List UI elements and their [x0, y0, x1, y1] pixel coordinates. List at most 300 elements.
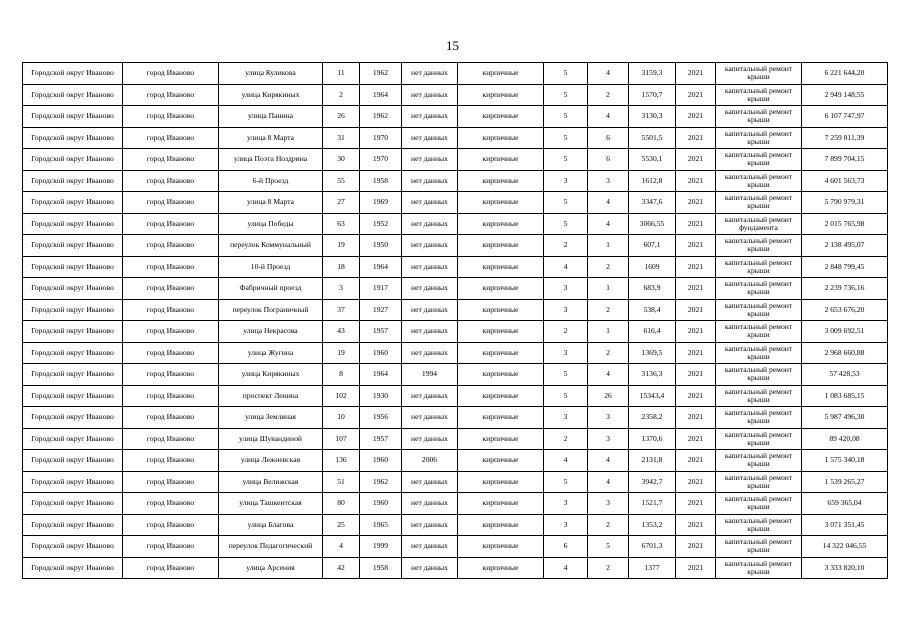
plan-year-cell: 2021 — [676, 536, 716, 558]
cost-cell: 2 848 799,45 — [802, 256, 888, 278]
entrances-cell: 2 — [588, 84, 629, 106]
build-year-cell: 1960 — [360, 493, 402, 515]
area-cell: 1353,2 — [629, 514, 676, 536]
street-cell: улица Велижская — [219, 471, 323, 493]
municipality-cell: Городской округ Иваново — [23, 149, 123, 171]
table-row — [23, 63, 888, 85]
cost-cell: 3 009 692,51 — [802, 321, 888, 343]
table-row — [23, 428, 888, 450]
cost-cell: 3 333 820,10 — [802, 557, 888, 579]
area-cell: 6701,3 — [629, 536, 676, 558]
entrances-cell: 3 — [588, 407, 629, 429]
street-cell: проспект Ленина — [219, 385, 323, 407]
municipality-cell: Городской округ Иваново — [23, 471, 123, 493]
wall-material-cell: кирпичные — [458, 106, 544, 128]
floors-cell: 3 — [544, 342, 588, 364]
work-type-cell: капитальный ремонт крыши — [716, 170, 802, 192]
floors-cell: 3 — [544, 170, 588, 192]
cost-cell: 1 083 685,15 — [802, 385, 888, 407]
settlement-cell: город Иваново — [123, 106, 219, 128]
wall-material-cell: кирпичные — [458, 213, 544, 235]
municipality-cell: Городской округ Иваново — [23, 536, 123, 558]
table-row — [23, 385, 888, 407]
last-repair-year-cell: нет данных — [402, 256, 458, 278]
floors-cell: 5 — [544, 213, 588, 235]
table-row — [23, 106, 888, 128]
house-number-cell: 11 — [323, 63, 360, 85]
table-row — [23, 213, 888, 235]
last-repair-year-cell: нет данных — [402, 493, 458, 515]
build-year-cell: 1957 — [360, 428, 402, 450]
settlement-cell: город Иваново — [123, 63, 219, 85]
municipality-cell: Городской округ Иваново — [23, 385, 123, 407]
house-number-cell: 51 — [323, 471, 360, 493]
municipality-cell: Городской округ Иваново — [23, 407, 123, 429]
area-cell: 1612,8 — [629, 170, 676, 192]
last-repair-year-cell: нет данных — [402, 170, 458, 192]
plan-year-cell: 2021 — [676, 170, 716, 192]
wall-material-cell: кирпичные — [458, 342, 544, 364]
street-cell: улица Жугина — [219, 342, 323, 364]
build-year-cell: 1962 — [360, 471, 402, 493]
table-row — [23, 557, 888, 579]
area-cell: 3942,7 — [629, 471, 676, 493]
table-row — [23, 256, 888, 278]
work-type-cell: капитальный ремонт крыши — [716, 536, 802, 558]
street-cell: улица Арсения — [219, 557, 323, 579]
page-number: 15 — [446, 38, 459, 53]
plan-year-cell: 2021 — [676, 213, 716, 235]
build-year-cell: 1958 — [360, 557, 402, 579]
last-repair-year-cell: нет данных — [402, 84, 458, 106]
build-year-cell: 1962 — [360, 106, 402, 128]
work-type-cell: капитальный ремонт крыши — [716, 106, 802, 128]
house-number-cell: 18 — [323, 256, 360, 278]
floors-cell: 2 — [544, 428, 588, 450]
table-row — [23, 170, 888, 192]
wall-material-cell: кирпичные — [458, 299, 544, 321]
floors-cell: 4 — [544, 256, 588, 278]
cost-cell: 6 107 747,97 — [802, 106, 888, 128]
street-cell: переулок Педагогический — [219, 536, 323, 558]
municipality-cell: Городской округ Иваново — [23, 342, 123, 364]
last-repair-year-cell: нет данных — [402, 63, 458, 85]
settlement-cell: город Иваново — [123, 299, 219, 321]
municipality-cell: Городской округ Иваново — [23, 299, 123, 321]
cost-cell: 659 365,04 — [802, 493, 888, 515]
house-number-cell: 19 — [323, 342, 360, 364]
last-repair-year-cell: 2006 — [402, 450, 458, 472]
area-cell: 1377 — [629, 557, 676, 579]
municipality-cell: Городской округ Иваново — [23, 364, 123, 386]
work-type-cell: капитальный ремонт крыши — [716, 256, 802, 278]
wall-material-cell: кирпичные — [458, 127, 544, 149]
street-cell: улица 8 Марта — [219, 127, 323, 149]
last-repair-year-cell: нет данных — [402, 192, 458, 214]
settlement-cell: город Иваново — [123, 557, 219, 579]
entrances-cell: 1 — [588, 278, 629, 300]
settlement-cell: город Иваново — [123, 149, 219, 171]
house-number-cell: 80 — [323, 493, 360, 515]
wall-material-cell: кирпичные — [458, 536, 544, 558]
table-row — [23, 235, 888, 257]
entrances-cell: 4 — [588, 364, 629, 386]
last-repair-year-cell: нет данных — [402, 278, 458, 300]
municipality-cell: Городской округ Иваново — [23, 213, 123, 235]
work-type-cell: капитальный ремонт крыши — [716, 514, 802, 536]
municipality-cell: Городской округ Иваново — [23, 127, 123, 149]
table-row — [23, 514, 888, 536]
plan-year-cell: 2021 — [676, 407, 716, 429]
settlement-cell: город Иваново — [123, 536, 219, 558]
settlement-cell: город Иваново — [123, 364, 219, 386]
house-number-cell: 10 — [323, 407, 360, 429]
plan-year-cell: 2021 — [676, 493, 716, 515]
floors-cell: 3 — [544, 278, 588, 300]
area-cell: 607,1 — [629, 235, 676, 257]
entrances-cell: 6 — [588, 127, 629, 149]
wall-material-cell: кирпичные — [458, 256, 544, 278]
floors-cell: 2 — [544, 321, 588, 343]
last-repair-year-cell: нет данных — [402, 127, 458, 149]
cost-cell: 1 539 265,27 — [802, 471, 888, 493]
street-cell: улица 8 Марта — [219, 192, 323, 214]
municipality-cell: Городской округ Иваново — [23, 63, 123, 85]
house-number-cell: 31 — [323, 127, 360, 149]
cost-cell: 3 071 351,45 — [802, 514, 888, 536]
entrances-cell: 5 — [588, 536, 629, 558]
floors-cell: 5 — [544, 127, 588, 149]
plan-year-cell: 2021 — [676, 127, 716, 149]
street-cell: улица Кирякиных — [219, 364, 323, 386]
work-type-cell: капитальный ремонт крыши — [716, 278, 802, 300]
build-year-cell: 1952 — [360, 213, 402, 235]
build-year-cell: 1962 — [360, 63, 402, 85]
settlement-cell: город Иваново — [123, 127, 219, 149]
entrances-cell: 2 — [588, 557, 629, 579]
area-cell: 683,9 — [629, 278, 676, 300]
floors-cell: 4 — [544, 450, 588, 472]
entrances-cell: 26 — [588, 385, 629, 407]
municipality-cell: Городской округ Иваново — [23, 106, 123, 128]
entrances-cell: 6 — [588, 149, 629, 171]
house-number-cell: 102 — [323, 385, 360, 407]
table-body — [23, 63, 888, 579]
area-cell: 3347,6 — [629, 192, 676, 214]
last-repair-year-cell: нет данных — [402, 299, 458, 321]
table-row — [23, 127, 888, 149]
wall-material-cell: кирпичные — [458, 321, 544, 343]
table-row — [23, 407, 888, 429]
area-cell: 3066,55 — [629, 213, 676, 235]
area-cell: 1369,5 — [629, 342, 676, 364]
settlement-cell: город Иваново — [123, 321, 219, 343]
cost-cell: 6 221 644,20 — [802, 63, 888, 85]
entrances-cell: 2 — [588, 256, 629, 278]
work-type-cell: капитальный ремонт крыши — [716, 149, 802, 171]
plan-year-cell: 2021 — [676, 364, 716, 386]
municipality-cell: Городской округ Иваново — [23, 170, 123, 192]
table-row — [23, 536, 888, 558]
wall-material-cell: кирпичные — [458, 278, 544, 300]
area-cell: 1609 — [629, 256, 676, 278]
last-repair-year-cell: нет данных — [402, 407, 458, 429]
street-cell: улица Шувандиной — [219, 428, 323, 450]
plan-year-cell: 2021 — [676, 321, 716, 343]
build-year-cell: 1999 — [360, 536, 402, 558]
wall-material-cell: кирпичные — [458, 450, 544, 472]
build-year-cell: 1970 — [360, 127, 402, 149]
table-row — [23, 321, 888, 343]
floors-cell: 5 — [544, 364, 588, 386]
cost-cell: 5 987 496,30 — [802, 407, 888, 429]
street-cell: 10-й Проезд — [219, 256, 323, 278]
street-cell: улица Лежневская — [219, 450, 323, 472]
plan-year-cell: 2021 — [676, 514, 716, 536]
table-row — [23, 450, 888, 472]
entrances-cell: 2 — [588, 299, 629, 321]
build-year-cell: 1964 — [360, 84, 402, 106]
work-type-cell: капитальный ремонт крыши — [716, 557, 802, 579]
municipality-cell: Городской округ Иваново — [23, 192, 123, 214]
entrances-cell: 3 — [588, 428, 629, 450]
house-number-cell: 37 — [323, 299, 360, 321]
wall-material-cell: кирпичные — [458, 428, 544, 450]
settlement-cell: город Иваново — [123, 450, 219, 472]
settlement-cell: город Иваново — [123, 514, 219, 536]
plan-year-cell: 2021 — [676, 84, 716, 106]
area-cell: 3130,3 — [629, 106, 676, 128]
work-type-cell: капитальный ремонт крыши — [716, 63, 802, 85]
floors-cell: 5 — [544, 63, 588, 85]
wall-material-cell: кирпичные — [458, 493, 544, 515]
work-type-cell: капитальный ремонт крыши — [716, 364, 802, 386]
entrances-cell: 4 — [588, 471, 629, 493]
build-year-cell: 1957 — [360, 321, 402, 343]
cost-cell: 14 322 046,55 — [802, 536, 888, 558]
house-number-cell: 63 — [323, 213, 360, 235]
last-repair-year-cell: нет данных — [402, 321, 458, 343]
plan-year-cell: 2021 — [676, 471, 716, 493]
municipality-cell: Городской округ Иваново — [23, 493, 123, 515]
settlement-cell: город Иваново — [123, 213, 219, 235]
floors-cell: 4 — [544, 557, 588, 579]
settlement-cell: город Иваново — [123, 84, 219, 106]
area-cell: 1370,6 — [629, 428, 676, 450]
last-repair-year-cell: нет данных — [402, 106, 458, 128]
wall-material-cell: кирпичные — [458, 170, 544, 192]
cost-cell: 2 968 660,88 — [802, 342, 888, 364]
settlement-cell: город Иваново — [123, 428, 219, 450]
entrances-cell: 1 — [588, 321, 629, 343]
wall-material-cell: кирпичные — [458, 149, 544, 171]
entrances-cell: 4 — [588, 192, 629, 214]
entrances-cell: 3 — [588, 493, 629, 515]
house-number-cell: 136 — [323, 450, 360, 472]
cost-cell: 2 239 736,16 — [802, 278, 888, 300]
entrances-cell: 2 — [588, 342, 629, 364]
plan-year-cell: 2021 — [676, 256, 716, 278]
settlement-cell: город Иваново — [123, 493, 219, 515]
settlement-cell: город Иваново — [123, 407, 219, 429]
wall-material-cell: кирпичные — [458, 557, 544, 579]
table-row — [23, 299, 888, 321]
plan-year-cell: 2021 — [676, 192, 716, 214]
area-cell: 1521,7 — [629, 493, 676, 515]
street-cell: улица Панина — [219, 106, 323, 128]
plan-year-cell: 2021 — [676, 299, 716, 321]
last-repair-year-cell: нет данных — [402, 514, 458, 536]
cost-cell: 5 790 979,31 — [802, 192, 888, 214]
build-year-cell: 1969 — [360, 192, 402, 214]
plan-year-cell: 2021 — [676, 342, 716, 364]
work-type-cell: капитальный ремонт крыши — [716, 299, 802, 321]
house-number-cell: 42 — [323, 557, 360, 579]
street-cell: улица Ташкентская — [219, 493, 323, 515]
last-repair-year-cell: нет данных — [402, 385, 458, 407]
work-type-cell: капитальный ремонт крыши — [716, 493, 802, 515]
cost-cell: 2 015 765,98 — [802, 213, 888, 235]
settlement-cell: город Иваново — [123, 278, 219, 300]
area-cell: 3159,3 — [629, 63, 676, 85]
plan-year-cell: 2021 — [676, 557, 716, 579]
street-cell: 6-й Проезд — [219, 170, 323, 192]
settlement-cell: город Иваново — [123, 170, 219, 192]
cost-cell: 2 138 495,07 — [802, 235, 888, 257]
table-row — [23, 278, 888, 300]
build-year-cell: 1965 — [360, 514, 402, 536]
table-row — [23, 84, 888, 106]
municipality-cell: Городской округ Иваново — [23, 514, 123, 536]
plan-year-cell: 2021 — [676, 149, 716, 171]
cost-cell: 57 428,53 — [802, 364, 888, 386]
entrances-cell: 1 — [588, 235, 629, 257]
house-number-cell: 27 — [323, 192, 360, 214]
cost-cell: 2 653 676,20 — [802, 299, 888, 321]
house-number-cell: 107 — [323, 428, 360, 450]
plan-year-cell: 2021 — [676, 450, 716, 472]
settlement-cell: город Иваново — [123, 385, 219, 407]
area-cell: 15343,4 — [629, 385, 676, 407]
cost-cell: 1 575 340,18 — [802, 450, 888, 472]
work-type-cell: капитальный ремонт крыши — [716, 471, 802, 493]
table-row — [23, 493, 888, 515]
entrances-cell: 4 — [588, 450, 629, 472]
work-type-cell: капитальный ремонт крыши — [716, 192, 802, 214]
house-number-cell: 19 — [323, 235, 360, 257]
area-cell: 616,4 — [629, 321, 676, 343]
plan-year-cell: 2021 — [676, 385, 716, 407]
area-cell: 2358,2 — [629, 407, 676, 429]
settlement-cell: город Иваново — [123, 256, 219, 278]
work-type-cell: капитальный ремонт крыши — [716, 235, 802, 257]
municipality-cell: Городской округ Иваново — [23, 321, 123, 343]
entrances-cell: 4 — [588, 213, 629, 235]
plan-year-cell: 2021 — [676, 63, 716, 85]
last-repair-year-cell: нет данных — [402, 428, 458, 450]
entrances-cell: 3 — [588, 170, 629, 192]
floors-cell: 3 — [544, 514, 588, 536]
street-cell: улица Земляная — [219, 407, 323, 429]
cost-cell: 89 420,08 — [802, 428, 888, 450]
plan-year-cell: 2021 — [676, 428, 716, 450]
house-number-cell: 2 — [323, 84, 360, 106]
work-type-cell: капитальный ремонт крыши — [716, 84, 802, 106]
municipality-cell: Городской округ Иваново — [23, 450, 123, 472]
wall-material-cell: кирпичные — [458, 514, 544, 536]
house-number-cell: 43 — [323, 321, 360, 343]
wall-material-cell: кирпичные — [458, 192, 544, 214]
street-cell: улица Победы — [219, 213, 323, 235]
floors-cell: 5 — [544, 471, 588, 493]
work-type-cell: капитальный ремонт крыши — [716, 385, 802, 407]
area-cell: 3136,3 — [629, 364, 676, 386]
build-year-cell: 1930 — [360, 385, 402, 407]
wall-material-cell: кирпичные — [458, 235, 544, 257]
floors-cell: 5 — [544, 84, 588, 106]
table-row — [23, 364, 888, 386]
work-type-cell: капитальный ремонт крыши — [716, 342, 802, 364]
table-row — [23, 149, 888, 171]
last-repair-year-cell: 1994 — [402, 364, 458, 386]
wall-material-cell: кирпичные — [458, 471, 544, 493]
floors-cell: 5 — [544, 192, 588, 214]
work-type-cell: капитальный ремонт крыши — [716, 428, 802, 450]
build-year-cell: 1927 — [360, 299, 402, 321]
street-cell: Фабричный проезд — [219, 278, 323, 300]
municipality-cell: Городской округ Иваново — [23, 557, 123, 579]
build-year-cell: 1917 — [360, 278, 402, 300]
plan-year-cell: 2021 — [676, 235, 716, 257]
entrances-cell: 2 — [588, 514, 629, 536]
street-cell: переулок Пограничный — [219, 299, 323, 321]
cost-cell: 4 601 563,73 — [802, 170, 888, 192]
work-type-cell: капитальный ремонт крыши — [716, 127, 802, 149]
municipality-cell: Городской округ Иваново — [23, 428, 123, 450]
house-number-cell: 4 — [323, 536, 360, 558]
last-repair-year-cell: нет данных — [402, 213, 458, 235]
area-cell: 538,4 — [629, 299, 676, 321]
wall-material-cell: кирпичные — [458, 63, 544, 85]
house-number-cell: 30 — [323, 149, 360, 171]
floors-cell: 5 — [544, 149, 588, 171]
floors-cell: 6 — [544, 536, 588, 558]
street-cell: улица Куликова — [219, 63, 323, 85]
build-year-cell: 1956 — [360, 407, 402, 429]
build-year-cell: 1950 — [360, 235, 402, 257]
municipality-cell: Городской округ Иваново — [23, 256, 123, 278]
build-year-cell: 1960 — [360, 342, 402, 364]
street-cell: улица Кирякиных — [219, 84, 323, 106]
build-year-cell: 1964 — [360, 364, 402, 386]
floors-cell: 3 — [544, 493, 588, 515]
work-type-cell: капитальный ремонт фундамента — [716, 213, 802, 235]
settlement-cell: город Иваново — [123, 342, 219, 364]
cost-cell: 7 899 704,15 — [802, 149, 888, 171]
settlement-cell: город Иваново — [123, 192, 219, 214]
area-cell: 5530,1 — [629, 149, 676, 171]
last-repair-year-cell: нет данных — [402, 235, 458, 257]
last-repair-year-cell: нет данных — [402, 342, 458, 364]
cost-cell: 7 259 811,39 — [802, 127, 888, 149]
last-repair-year-cell: нет данных — [402, 536, 458, 558]
floors-cell: 5 — [544, 385, 588, 407]
floors-cell: 3 — [544, 407, 588, 429]
municipality-cell: Городской округ Иваново — [23, 235, 123, 257]
settlement-cell: город Иваново — [123, 235, 219, 257]
street-cell: улица Благова — [219, 514, 323, 536]
area-cell: 1570,7 — [629, 84, 676, 106]
